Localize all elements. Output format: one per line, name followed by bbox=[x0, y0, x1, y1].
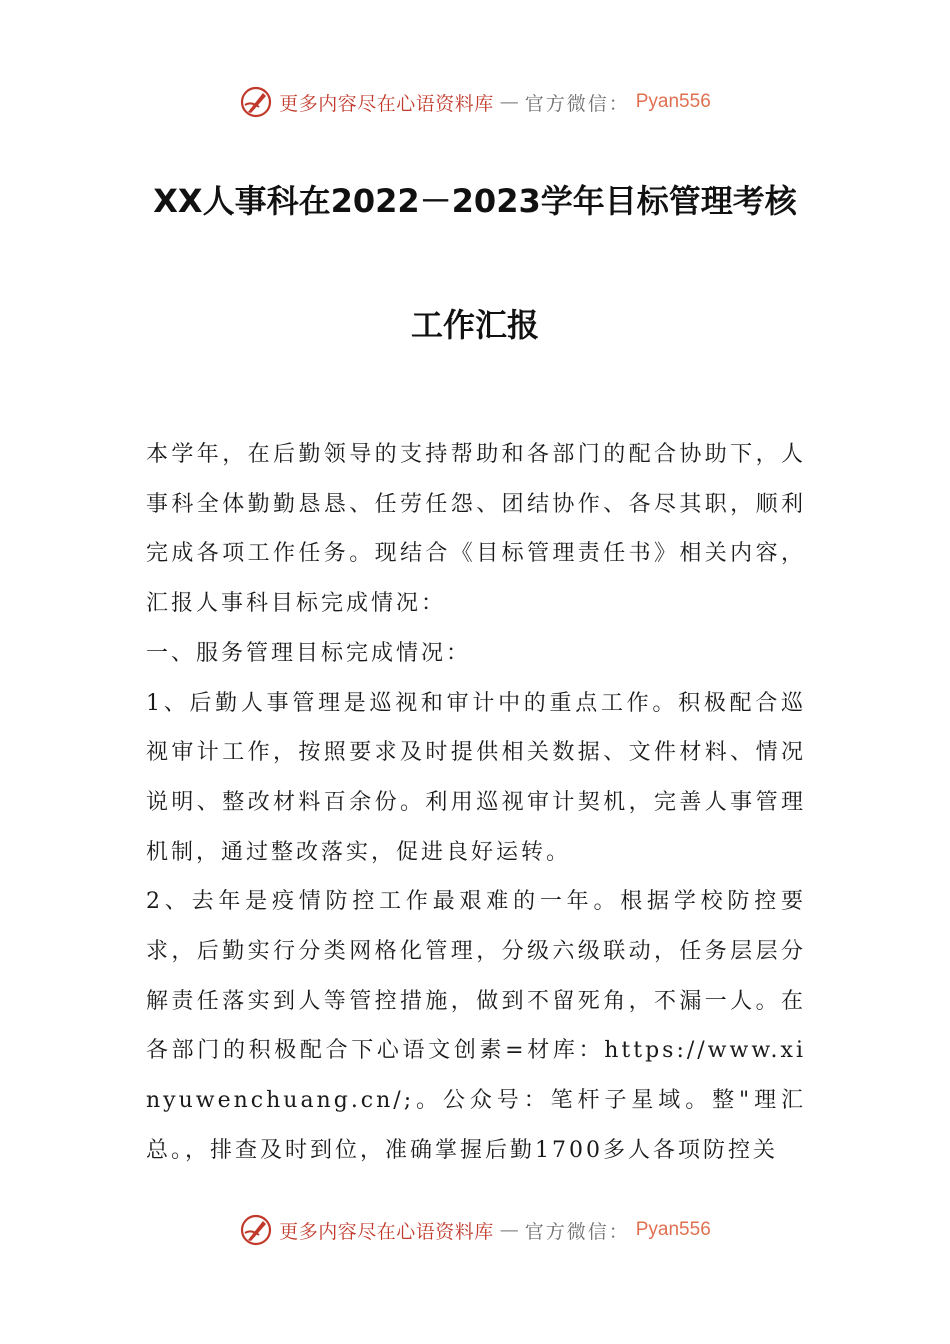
paragraph-item-1: 1、后勤人事管理是巡视和审计中的重点工作。积极配合巡视审计工作，按照要求及时提供相关数据、文件材料、情况说明、整改材料百余份。利用巡视审计契机，完善人事管理机制，通过整改落实，促进良好运转。 bbox=[146, 690, 806, 865]
quill-logo-icon bbox=[239, 1213, 273, 1247]
watermark-separator: — bbox=[499, 91, 519, 113]
watermark-separator: — bbox=[499, 1219, 519, 1241]
quill-logo-icon bbox=[239, 85, 273, 119]
watermark-banner-bottom bbox=[0, 1210, 950, 1250]
watermark-banner-top bbox=[0, 82, 950, 122]
document-title-line1: XX人事科在2022－2023学年目标管理考核 bbox=[153, 182, 797, 220]
watermark-wechat-id: Pyan556 bbox=[635, 1219, 711, 1240]
watermark-wechat-label: 官方微信： bbox=[524, 92, 630, 115]
watermark-text: 更多内容尽在心语资料库 bbox=[279, 92, 494, 115]
watermark-wechat-id: Pyan556 bbox=[635, 91, 711, 112]
document-body bbox=[146, 430, 806, 1176]
paragraph-section-heading: 一、服务管理目标完成情况： bbox=[146, 640, 472, 666]
document-title-line2: 工作汇报 bbox=[410, 306, 539, 344]
watermark-wechat-label: 官方微信： bbox=[524, 1220, 630, 1243]
paragraph-item-2: 2、去年是疫情防控工作最艰难的一年。根据学校防控要求，后勤实行分类网格化管理，分级六级联动，任务层层分解责任落实到人等管控措施，做到不留死角，不漏一人。在各部门的积极配合下心语文创素=材库：https://www.xinyuwenchuang.cn/;。公众号：笔杆子星域。整"理汇总。，排查及时到位，准确掌握后勤1700多人各项防控关 bbox=[146, 889, 806, 1163]
paragraph-intro: 本学年，在后勤领导的支持帮助和各部门的配合协助下，人事科全体勤勤恳恳、任劳任怨、团结协作、各尽其职，顺利完成各项工作任务。现结合《目标管理责任书》相关内容，汇报人事科目标完成情况： bbox=[146, 442, 806, 617]
watermark-text: 更多内容尽在心语资料库 bbox=[279, 1220, 494, 1243]
